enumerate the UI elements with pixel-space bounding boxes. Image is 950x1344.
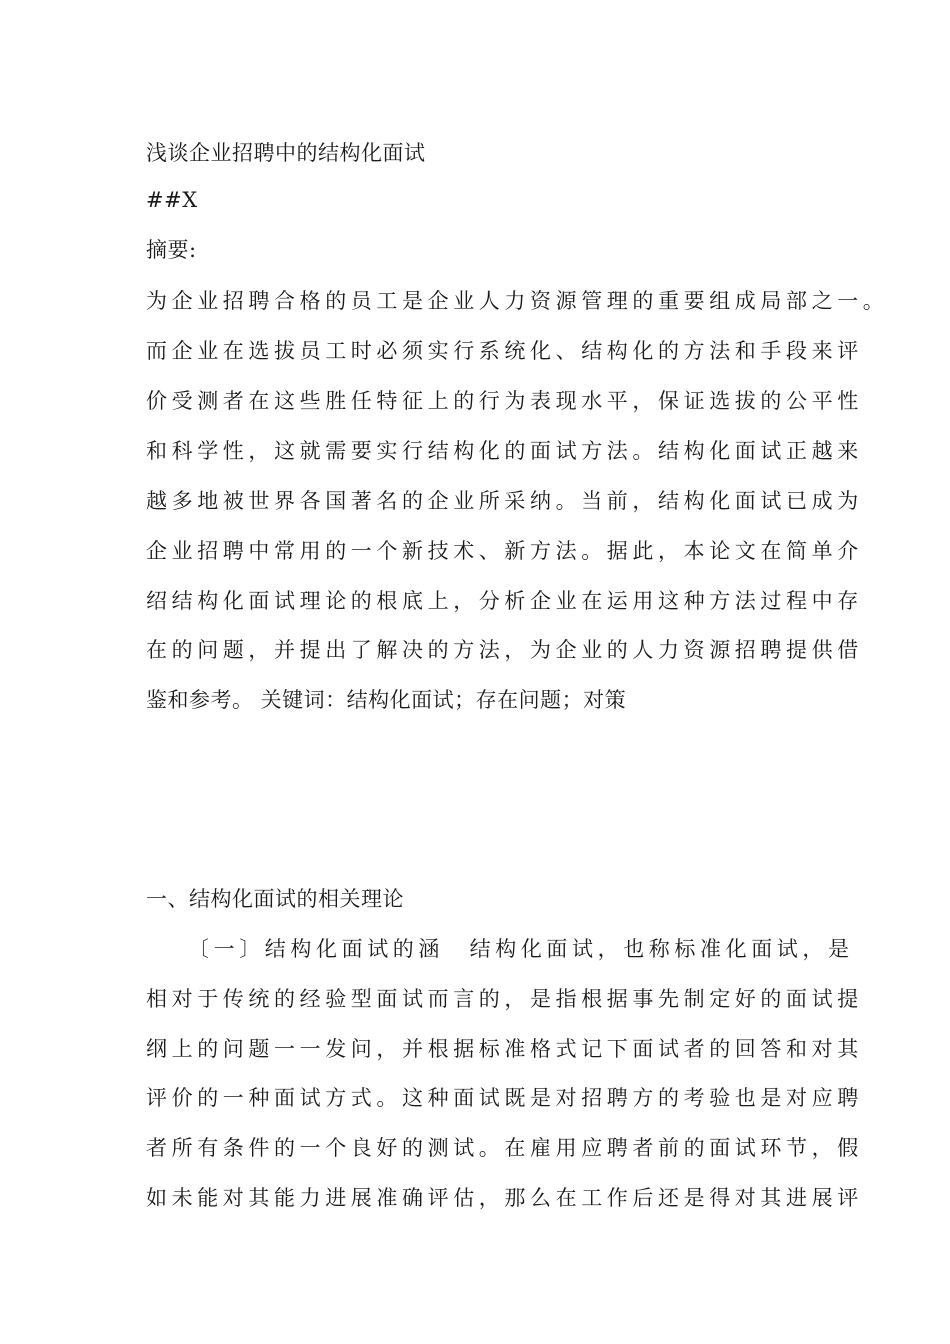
section-line: 相对于传统的经验型面试而言的，是指根据事先制定好的面试提 xyxy=(146,987,863,1011)
section-line: 〔一〕结构化面试的涵 结构化面试，也称标准化面试，是 xyxy=(188,937,854,961)
abstract-line: 而企业在选拔员工时必须实行系统化、结构化的方法和手段来评 xyxy=(146,339,863,363)
abstract-heading: 摘要: xyxy=(146,238,197,262)
section-line: 纲上的问题一一发问，并根据标准格式记下面试者的回答和对其 xyxy=(146,1037,863,1061)
abstract-line-keywords: 鉴和参考。 关键词：结构化面试；存在问题；对策 xyxy=(146,688,627,712)
abstract-line: 在的问题，并提出了解决的方法，为企业的人力资源招聘提供借 xyxy=(146,638,863,662)
section-line: 评价的一种面试方式。这种面试既是对招聘方的考验也是对应聘 xyxy=(146,1086,863,1110)
abstract-line: 企业招聘中常用的一个新技术、新方法。据此，本论文在简单介 xyxy=(146,539,863,563)
abstract-line: 为企业招聘合格的员工是企业人力资源管理的重要组成局部之一。 xyxy=(146,289,889,313)
abstract-line: 绍结构化面试理论的根底上，分析企业在运用这种方法过程中存 xyxy=(146,589,863,613)
document-title: 浅谈企业招聘中的结构化面试 xyxy=(146,141,426,165)
abstract-line: 和科学性，这就需要实行结构化的面试方法。结构化面试正越来 xyxy=(146,439,863,463)
abstract-line: 价受测者在这些胜任特征上的行为表现水平，保证选拔的公平性 xyxy=(146,389,863,413)
section-line: 如未能对其能力进展准确评估，那么在工作后还是得对其进展评 xyxy=(146,1186,863,1210)
abstract-line: 越多地被世界各国著名的企业所采纳。当前，结构化面试已成为 xyxy=(146,489,863,513)
document-author: ##X xyxy=(146,188,198,212)
section-line: 者所有条件的一个良好的测试。在雇用应聘者前的面试环节，假 xyxy=(146,1136,863,1160)
section-heading: 一、结构化面试的相关理论 xyxy=(146,887,404,911)
